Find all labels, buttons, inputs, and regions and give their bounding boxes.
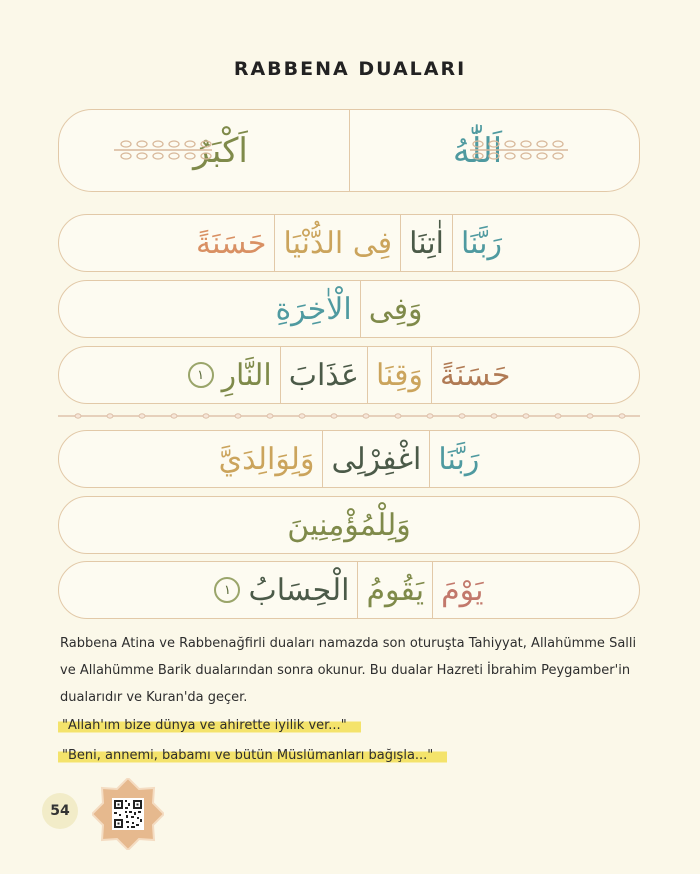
prayer2-word: يَقُومُ [358,562,433,618]
description-line: Rabbena Atina ve Rabbenağfirli duaları namazda son oturuşta Tahiyyat, Allahümme Salli [60,636,637,651]
prayer1-word: حَسَنَةً [188,215,275,271]
prayer2-word-with-ayah [206,562,358,618]
prayer2-word: وَلِوَالِدَيَّ [211,431,324,487]
prayer2-word: وَلِلْمُؤْمِنِينَ [287,507,411,543]
prayer1-word-with-ayah [180,347,281,403]
prayer2-word: رَبَّنَا [438,441,480,477]
description-line: ve Allahümme Barik dualarından sonra okunur. Bu dualar Hazreti İbrahim Peygamber'in [60,663,631,678]
prayer1-row3 [58,346,640,404]
laurel-left-icon [112,135,216,165]
prayer1-word: النَّارِ [221,357,272,393]
prayer1-word: رَبَّنَا [460,225,503,261]
prayer2-row1 [58,430,640,488]
ornamental-divider [58,412,640,420]
description-line: dualarıdır ve Kuran'da geçer. [60,690,248,705]
laurel-right-icon [468,135,572,165]
prayer1-row2 [58,280,640,338]
prayer1-word: اٰتِنَا [401,215,453,271]
prayer1-word: وَقِنَا [368,347,432,403]
prayer1-row1 [58,214,640,272]
ayah-end-marker-icon: ١ [188,362,214,388]
prayer1-word: حَسَنَةً [439,357,511,393]
qr-code-icon[interactable] [92,778,164,850]
prayer2-word: اغْفِرْلِى [323,431,430,487]
prayer2-row3 [58,561,640,619]
ayah-end-marker-icon: ١ [214,577,240,603]
prayer1-word: الْاٰخِرَةِ [267,281,360,337]
prayer1-word: فِى الدُّنْيَا [275,215,401,271]
prayer2-word: يَوْمَ [441,572,484,608]
prayer2-word: الْحِسَابُ [248,572,350,608]
highlight-quote-first: "Allah'ım bize dünya ve ahirette iyilik ver..." [58,716,361,735]
prayer1-word: عَذَابَ [281,347,368,403]
prayer2-row2 [58,496,640,554]
highlight-quote-second: "Beni, annemi, babamı ve bütün Müslümanları bağışla..." [58,746,447,765]
description-paragraph [60,630,650,711]
word-akbar: اَكْبَرُ [93,110,350,191]
page-title: RABBENA DUALARI [233,58,467,80]
page-number: 54 [42,793,78,829]
word-allah: اَللّٰهُ [452,130,503,171]
prayer1-word: وَفِى [368,291,423,327]
